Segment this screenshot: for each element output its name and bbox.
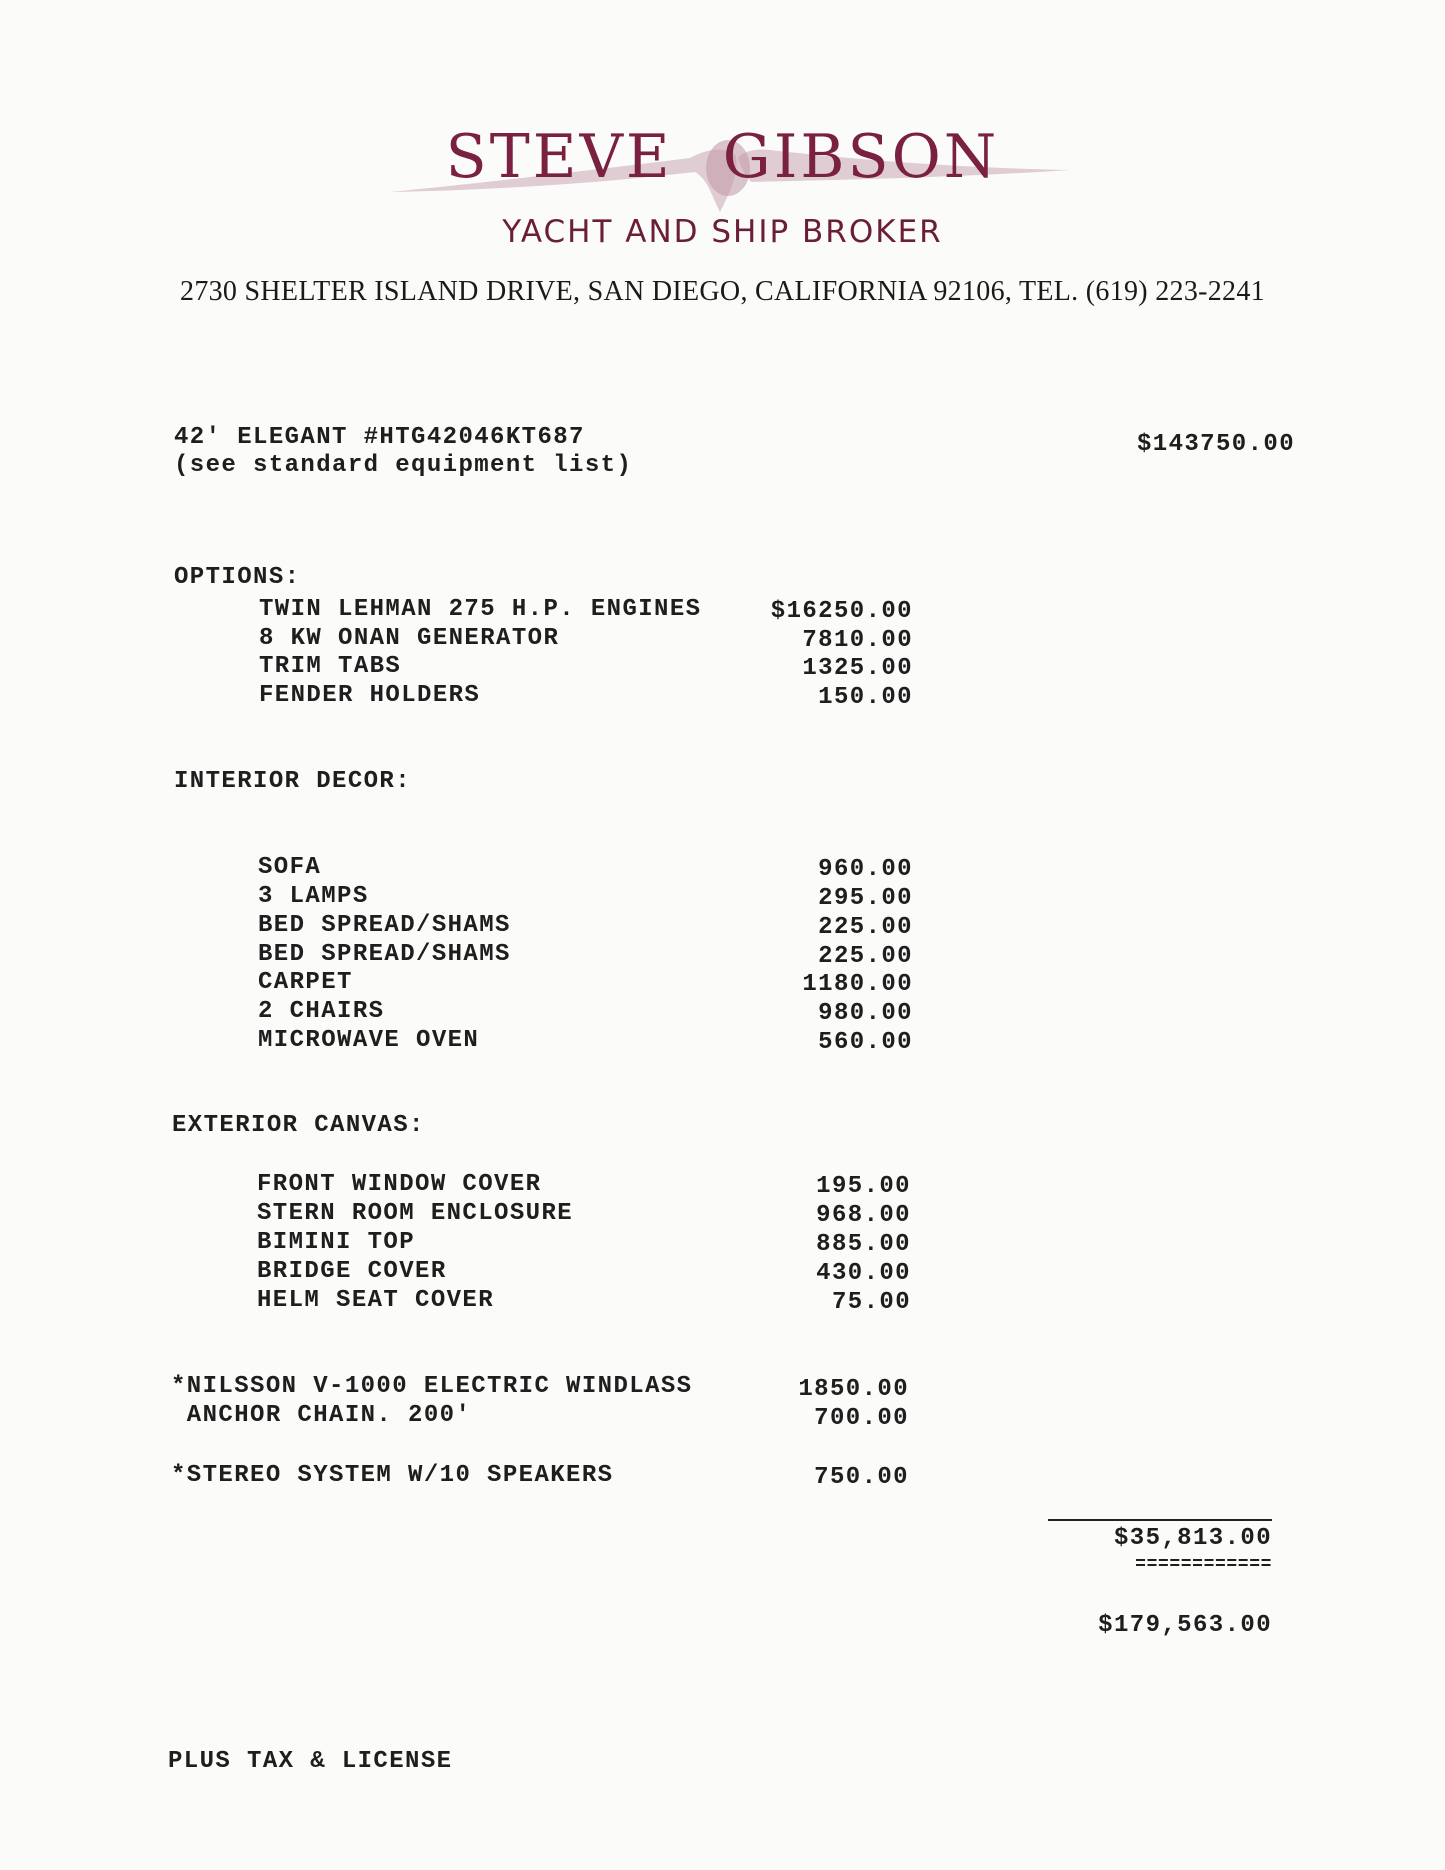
- list-item-label: BED SPREAD/SHAMS: [258, 941, 511, 968]
- list-item-amount: 150.00: [818, 684, 913, 711]
- vessel-equipment-note: (see standard equipment list): [174, 452, 633, 479]
- interior-heading: INTERIOR DECOR:: [174, 768, 412, 795]
- list-item-amount: 980.00: [818, 1000, 913, 1027]
- list-item-label: TRIM TABS: [259, 653, 402, 680]
- list-item-label: *STEREO SYSTEM W/10 SPEAKERS: [171, 1462, 614, 1489]
- list-item-label: 3 LAMPS: [258, 883, 369, 910]
- list-item-label: BIMINI TOP: [257, 1229, 416, 1256]
- list-item-label: FENDER HOLDERS: [259, 682, 481, 709]
- subtotal-top-rule: [1048, 1519, 1272, 1521]
- vessel-price: $143750.00: [1136, 431, 1295, 458]
- list-item-amount: 750.00: [814, 1464, 909, 1491]
- list-item-amount: 7810.00: [802, 627, 913, 654]
- list-item-label: MICROWAVE OVEN: [258, 1027, 480, 1054]
- list-item-label: SOFA: [258, 854, 322, 881]
- list-item-label: STERN ROOM ENCLOSURE: [257, 1200, 574, 1227]
- list-item-label: HELM SEAT COVER: [257, 1287, 495, 1314]
- list-item-label: CARPET: [258, 969, 353, 996]
- subtotal-amount: $35,813.00: [1113, 1525, 1272, 1552]
- list-item-label: 2 CHAIRS: [258, 998, 385, 1025]
- list-item-label: BED SPREAD/SHAMS: [258, 912, 511, 939]
- list-item-label: FRONT WINDOW COVER: [257, 1171, 542, 1198]
- list-item-amount: 430.00: [816, 1260, 911, 1287]
- list-item-amount: 295.00: [818, 885, 913, 912]
- list-item-amount: 225.00: [818, 914, 913, 941]
- list-item-amount: $16250.00: [770, 598, 913, 625]
- total-double-rule: ============: [1135, 1555, 1272, 1575]
- list-item-amount: 225.00: [818, 943, 913, 970]
- list-item-amount: 960.00: [818, 856, 913, 883]
- list-item-label: *NILSSON V-1000 ELECTRIC WINDLASS: [171, 1373, 693, 1400]
- list-item-label: 8 KW ONAN GENERATOR: [259, 625, 560, 652]
- list-item-amount: 1180.00: [802, 971, 913, 998]
- vessel-description: 42' ELEGANT #HTG42046KT687: [174, 424, 585, 451]
- list-item-amount: 700.00: [814, 1405, 909, 1432]
- list-item-amount: 885.00: [816, 1231, 911, 1258]
- letterhead-address: 2730 SHELTER ISLAND DRIVE, SAN DIEGO, CALIFORNIA 92106, TEL. (619) 223-2241: [180, 276, 1265, 307]
- grand-total-amount: $179,563.00: [1098, 1612, 1272, 1639]
- list-item-amount: 75.00: [831, 1289, 911, 1316]
- list-item-amount: 195.00: [816, 1173, 911, 1200]
- options-heading: OPTIONS:: [174, 564, 301, 591]
- letterhead-company-name: STEVE GIBSON: [445, 122, 1000, 192]
- list-item-amount: 560.00: [818, 1029, 913, 1056]
- list-item-label: BRIDGE COVER: [257, 1258, 447, 1285]
- tax-license-note: PLUS TAX & LICENSE: [168, 1748, 453, 1775]
- list-item-amount: 968.00: [816, 1202, 911, 1229]
- list-item-label: ANCHOR CHAIN. 200': [171, 1402, 472, 1429]
- list-item-amount: 1325.00: [802, 655, 913, 682]
- list-item-label: TWIN LEHMAN 275 H.P. ENGINES: [259, 596, 702, 623]
- letterhead-subtitle: YACHT AND SHIP BROKER: [502, 214, 943, 250]
- list-item-amount: 1850.00: [798, 1376, 909, 1403]
- exterior-heading: EXTERIOR CANVAS:: [172, 1112, 425, 1139]
